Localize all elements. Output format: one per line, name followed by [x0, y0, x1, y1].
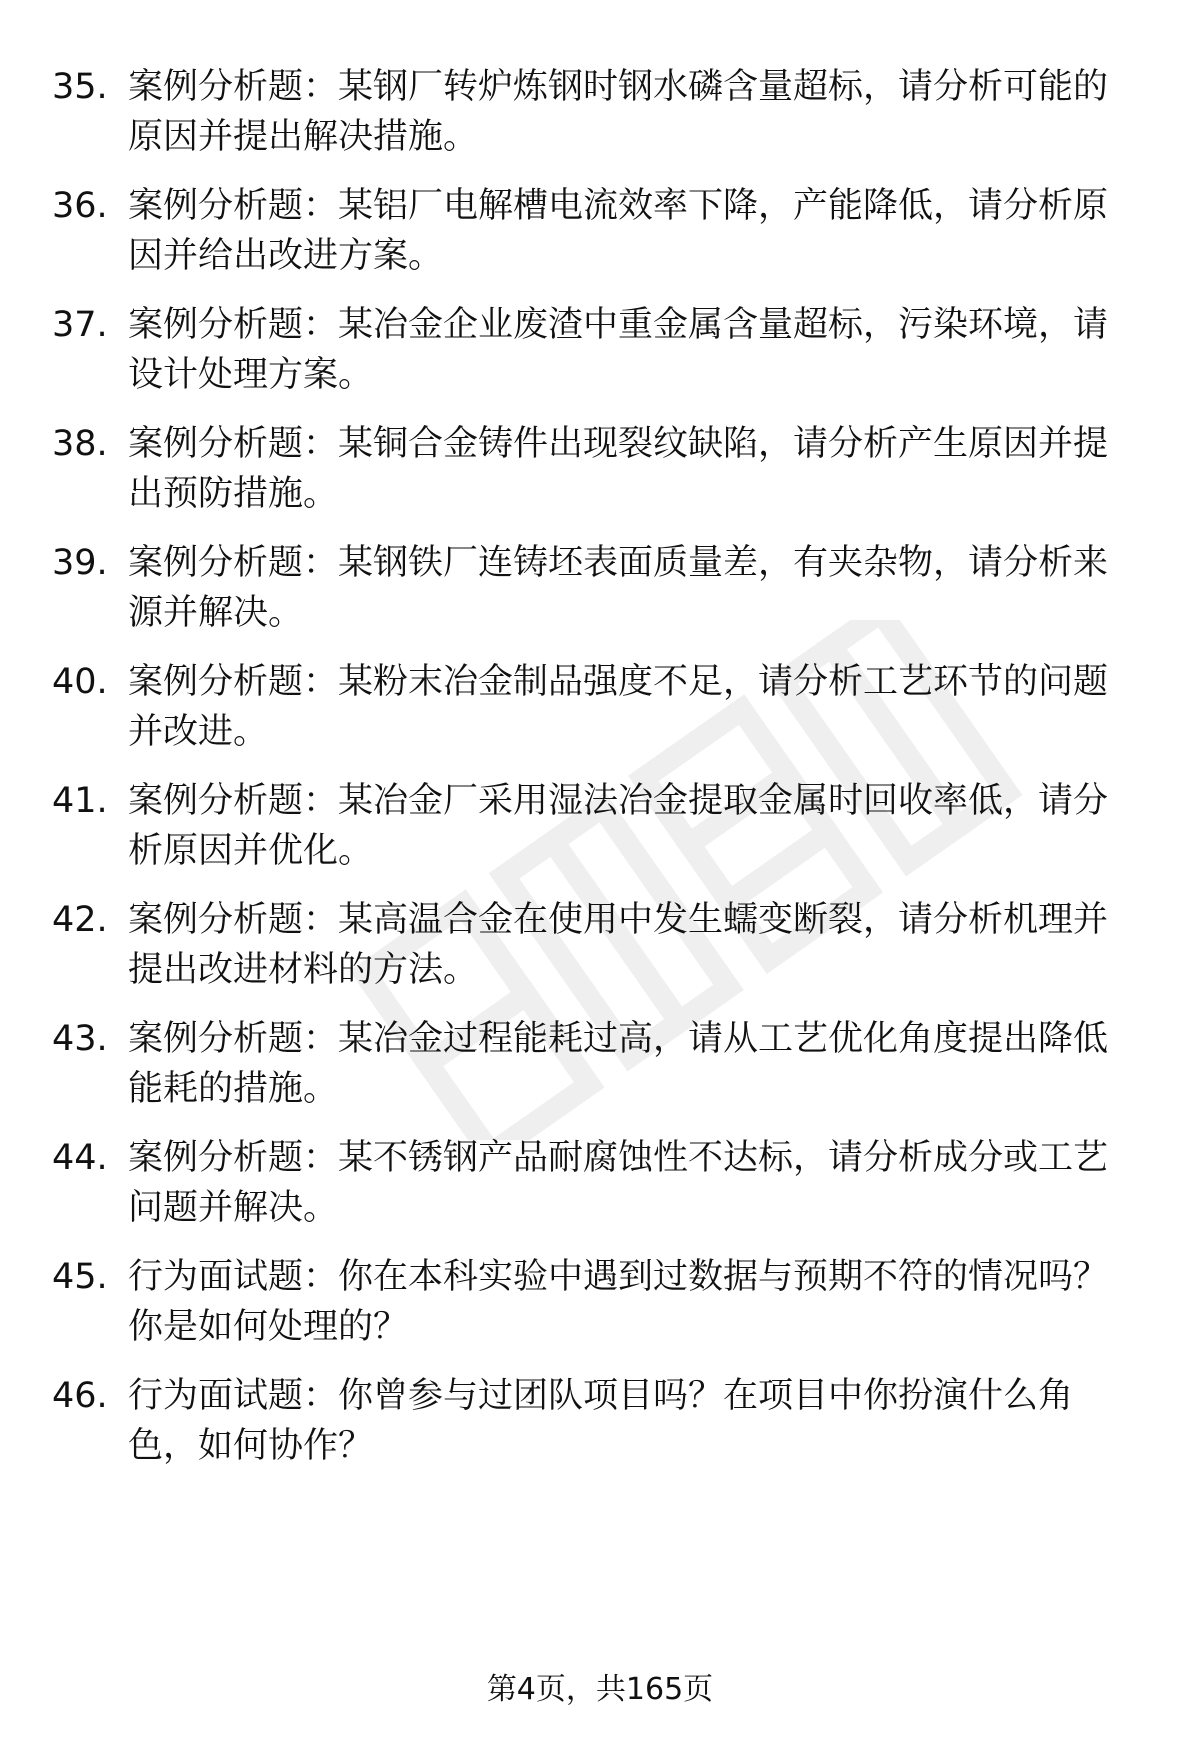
list-item	[0, 895, 1200, 1005]
list-item	[0, 181, 1200, 291]
question-number: 35.	[52, 67, 108, 107]
question-text: 案例分析题：某冶金过程能耗过高，请从工艺优化角度提出降低能耗的措施。	[128, 1019, 1109, 1109]
question-text: 案例分析题：某冶金厂采用湿法冶金提取金属时回收率低，请分析原因并优化。	[128, 781, 1109, 871]
question-text: 行为面试题：你曾参与过团队项目吗？在项目中你扮演什么角色，如何协作？	[128, 1376, 1074, 1466]
list-item	[0, 62, 1200, 172]
question-text: 案例分析题：某高温合金在使用中发生蠕变断裂，请分析机理并提出改进材料的方法。	[128, 900, 1109, 990]
question-number: 40.	[52, 662, 108, 702]
question-text: 案例分析题：某不锈钢产品耐腐蚀性不达标，请分析成分或工艺问题并解决。	[128, 1138, 1109, 1228]
list-item	[0, 776, 1200, 886]
page-number: 第4页，共165页	[486, 1672, 714, 1707]
question-text: 案例分析题：某铝厂电解槽电流效率下降，产能降低，请分析原因并给出改进方案。	[128, 186, 1109, 276]
question-number: 42.	[52, 900, 108, 940]
question-text: 案例分析题：某铜合金铸件出现裂纹缺陷，请分析产生原因并提出预防措施。	[128, 424, 1109, 514]
question-text: 案例分析题：某粉末冶金制品强度不足，请分析工艺环节的问题并改进。	[128, 662, 1109, 752]
question-number: 44.	[52, 1138, 108, 1178]
question-number: 38.	[52, 424, 108, 464]
question-number: 46.	[52, 1376, 108, 1416]
question-number: 41.	[52, 781, 108, 821]
question-text: 行为面试题：你在本科实验中遇到过数据与预期不符的情况吗？你是如何处理的？	[128, 1257, 1109, 1347]
question-number: 37.	[52, 305, 108, 345]
question-number: 43.	[52, 1019, 108, 1059]
list-item	[0, 1371, 1200, 1481]
list-item	[0, 300, 1200, 410]
question-text: 案例分析题：某钢铁厂连铸坯表面质量差，有夹杂物，请分析来源并解决。	[128, 543, 1109, 633]
question-text: 案例分析题：某冶金企业废渣中重金属含量超标，污染环境，请设计处理方案。	[128, 305, 1109, 395]
question-number: 36.	[52, 186, 108, 226]
list-item	[0, 1014, 1200, 1124]
question-text: 案例分析题：某钢厂转炉炼钢时钢水磷含量超标，请分析可能的原因并提出解决措施。	[128, 67, 1109, 157]
list-item	[0, 419, 1200, 529]
list-item	[0, 1133, 1200, 1243]
question-number: 45.	[52, 1257, 108, 1297]
list-item	[0, 538, 1200, 648]
list-item	[0, 657, 1200, 767]
question-number: 39.	[52, 543, 108, 583]
list-item	[0, 1252, 1200, 1362]
